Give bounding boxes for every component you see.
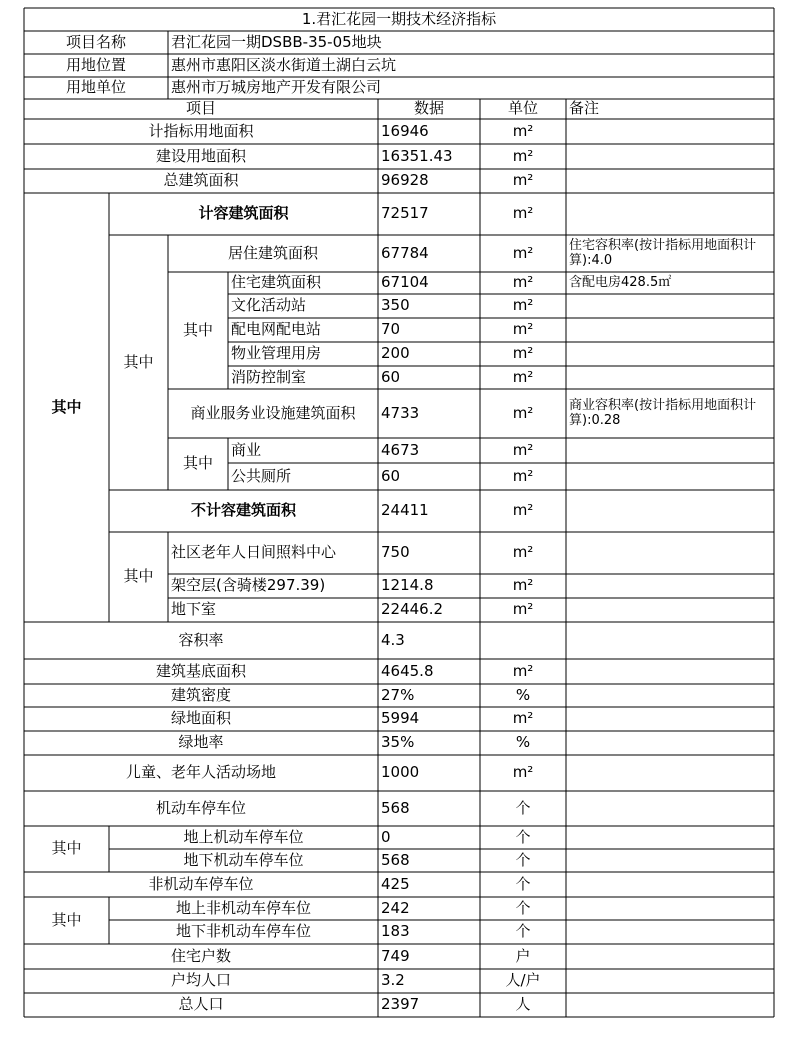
property-mgmt-unit: m² [512,344,534,363]
elderly-center-value: 750 [381,543,410,562]
residential-gfa-remark: 含配电房428.5㎡ [569,274,672,290]
play-area-unit: m² [512,763,534,782]
commerce-label: 商业 [231,440,262,459]
commercial-gfa-value: 4733 [381,403,420,422]
green-area-value: 5994 [381,709,420,728]
footprint-label: 建筑基底面积 [155,661,246,680]
fire-control-value: 60 [381,367,401,386]
living-gfa-remark: 住宅容积率(按计指标用地面积计算):4.0 [569,237,757,268]
total-gfa-value: 96928 [381,171,429,190]
header-unit: 单位 [507,99,538,118]
nonmotor-parking-unit: 个 [515,874,531,893]
group-label-far: 其中 [123,352,154,371]
fire-control-label: 消防控制室 [231,367,307,386]
basement-value: 22446.2 [381,600,444,619]
commercial-gfa-label: 商业服务业设施建筑面积 [190,403,356,422]
project-name-label: 项目名称 [65,32,126,51]
non-far-gfa-unit: m² [512,501,534,520]
residential-gfa-value: 67104 [381,273,429,292]
fire-control-unit: m² [512,367,534,386]
commercial-gfa-unit: m² [512,403,534,422]
culture-station-unit: m² [512,296,534,315]
green-area-label: 绿地面积 [170,709,231,728]
group-label-nonmotor: 其中 [51,910,82,929]
land-area-value: 16946 [381,121,429,140]
nonmotor-under-label: 地下非机动车停车位 [175,922,311,941]
green-area-unit: m² [512,709,534,728]
play-area-label: 儿童、老年人活动场地 [125,763,276,782]
land-area-unit: m² [512,121,534,140]
header-item: 项目 [185,99,216,118]
motor-parking-unit: 个 [515,798,531,817]
living-gfa-value: 67784 [381,243,429,262]
nonmotor-above-unit: 个 [515,898,531,917]
culture-station-value: 350 [381,296,410,315]
far-gfa-unit: m² [512,204,534,223]
motor-under-value: 568 [381,850,410,869]
stilt-floor-value: 1214.8 [381,576,434,595]
group-label-commercial: 其中 [182,454,213,473]
elderly-center-unit: m² [512,543,534,562]
motor-parking-label: 机动车停车位 [155,798,246,817]
header-remark: 备注 [569,99,600,118]
total-pop-value: 2397 [381,995,420,1014]
motor-above-unit: 个 [515,827,531,846]
toilet-unit: m² [512,466,534,485]
elderly-center-label: 社区老年人日间照料中心 [171,543,337,562]
page-title: 1.君汇花园一期技术经济指标 [301,9,497,28]
culture-station-label: 文化活动站 [231,296,307,315]
total-pop-label: 总人口 [178,995,224,1014]
households-unit: 户 [515,946,531,965]
power-station-label: 配电网配电站 [231,320,322,339]
property-mgmt-value: 200 [381,344,410,363]
location-value: 惠州市惠阳区淡水街道土湖白云坑 [171,55,397,74]
basement-unit: m² [512,600,534,619]
build-land-label: 建设用地面积 [155,146,246,165]
avg-pop-value: 3.2 [381,971,405,990]
commerce-value: 4673 [381,440,420,459]
power-station-unit: m² [512,320,534,339]
toilet-label: 公共厕所 [231,466,292,485]
power-station-value: 70 [381,320,401,339]
nonmotor-parking-value: 425 [381,874,410,893]
non-far-gfa-value: 24411 [381,501,429,520]
non-far-gfa-label: 不计容建筑面积 [190,501,296,520]
total-gfa-label: 总建筑面积 [163,171,239,190]
motor-under-unit: 个 [515,850,531,869]
motor-above-label: 地上机动车停车位 [183,827,304,846]
motor-above-value: 0 [381,827,391,846]
header-data: 数据 [413,99,444,118]
commerce-unit: m² [512,440,534,459]
motor-parking-value: 568 [381,798,410,817]
households-label: 住宅户数 [170,946,231,965]
unit-value: 惠州市万城房地产开发有限公司 [171,78,382,97]
green-rate-value: 35% [381,733,415,752]
far-label: 容积率 [178,630,224,649]
group-label-non-far: 其中 [123,567,154,586]
far-value: 4.3 [381,630,405,649]
build-land-value: 16351.43 [381,146,453,165]
far-gfa-value: 72517 [381,204,429,223]
play-area-value: 1000 [381,763,420,782]
property-mgmt-label: 物业管理用房 [231,344,322,363]
green-rate-unit: % [515,733,531,752]
unit-label: 用地单位 [65,78,126,97]
group-label-living: 其中 [182,320,213,339]
nonmotor-above-label: 地上非机动车停车位 [175,898,311,917]
green-rate-label: 绿地率 [178,733,224,752]
residential-gfa-label: 住宅建筑面积 [231,273,322,292]
nonmotor-parking-label: 非机动车停车位 [148,874,254,893]
density-value: 27% [381,685,415,704]
residential-gfa-unit: m² [512,273,534,292]
project-name-value: 君汇花园一期DSBB-35-05地块 [171,32,382,51]
density-unit: % [515,685,531,704]
avg-pop-unit: 人/户 [505,971,541,990]
stilt-floor-label: 架空层(含骑楼297.39) [171,576,326,595]
households-value: 749 [381,946,410,965]
commercial-gfa-remark: 商业容积率(按计指标用地面积计算):0.28 [569,397,757,428]
total-pop-unit: 人 [515,995,531,1014]
footprint-unit: m² [512,661,534,680]
living-gfa-label: 居住建筑面积 [227,243,318,262]
land-area-label: 计指标用地面积 [148,121,254,140]
build-land-unit: m² [512,146,534,165]
living-gfa-unit: m² [512,243,534,262]
avg-pop-label: 户均人口 [170,971,231,990]
location-label: 用地位置 [65,55,126,74]
basement-label: 地下室 [171,600,217,619]
stilt-floor-unit: m² [512,576,534,595]
density-label: 建筑密度 [170,685,231,704]
group-label-main: 其中 [51,397,82,416]
nonmotor-above-value: 242 [381,898,410,917]
nonmotor-under-value: 183 [381,922,410,941]
nonmotor-under-unit: 个 [515,922,531,941]
footprint-value: 4645.8 [381,661,434,680]
toilet-value: 60 [381,466,401,485]
group-label-motor: 其中 [51,839,82,858]
motor-under-label: 地下机动车停车位 [183,850,304,869]
total-gfa-unit: m² [512,171,534,190]
far-gfa-label: 计容建筑面积 [198,204,289,223]
